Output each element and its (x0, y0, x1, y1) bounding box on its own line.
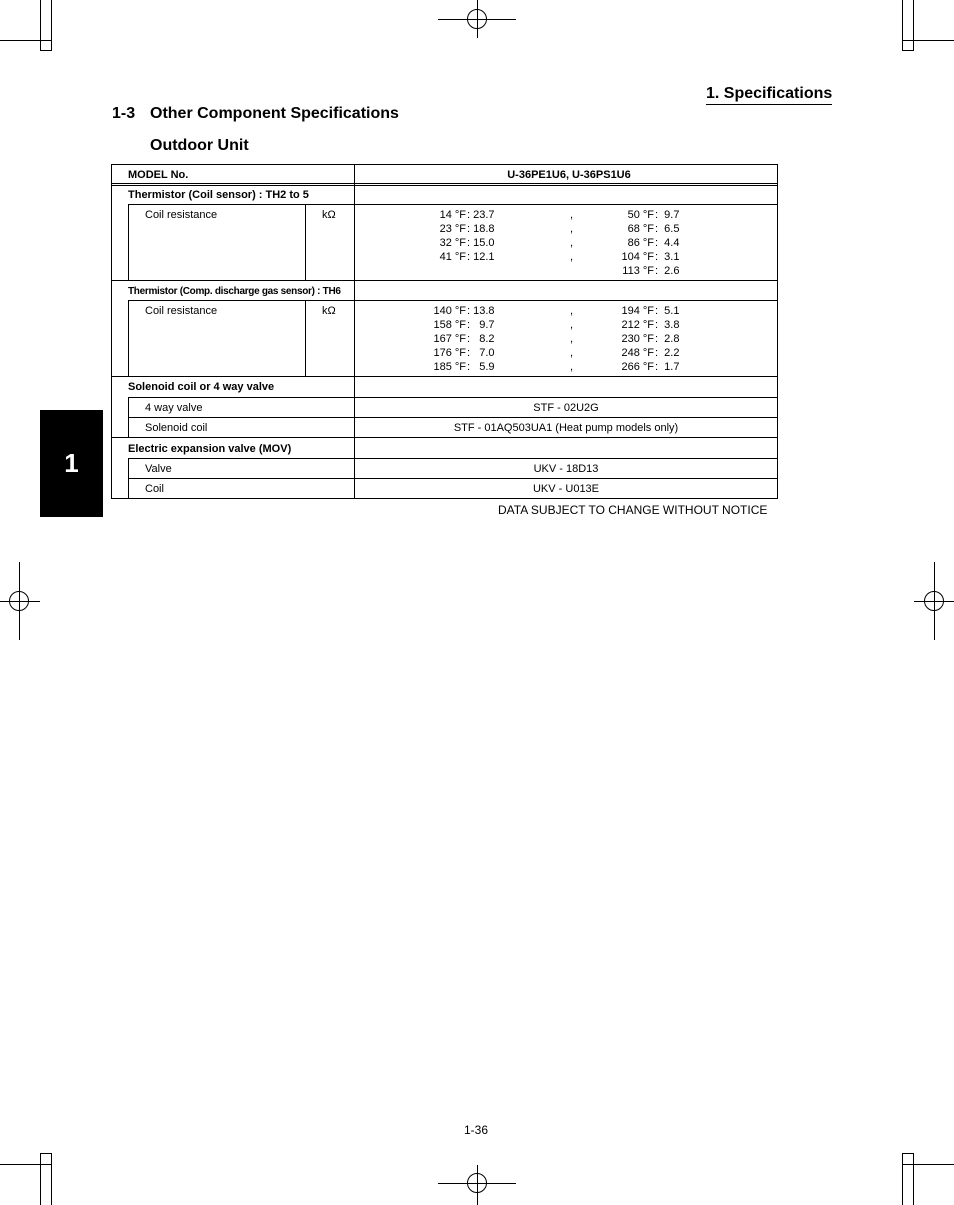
coil-label: Coil (145, 483, 164, 495)
temperature-value: 185 °F (433, 361, 466, 373)
resistance-value: : 7.0 (467, 347, 495, 359)
temperature-value: 230 °F (621, 333, 654, 345)
separator-comma: , (570, 305, 574, 317)
resistance-value: : 18.8 (467, 223, 495, 235)
temperature-value: 176 °F (433, 347, 466, 359)
resistance-value: : 9.7 (655, 209, 680, 221)
page-number: 1-36 (464, 1123, 489, 1137)
temperature-value: 104 °F (621, 251, 654, 263)
coil-resistance-label: Coil resistance (145, 209, 218, 221)
resistance-value: : 3.8 (655, 319, 680, 331)
temperature-value: 23 °F (439, 223, 466, 235)
thermistor-coil-title: Thermistor (Coil sensor) : TH2 to 5 (128, 189, 309, 201)
resistance-value: : 2.6 (655, 265, 680, 277)
resistance-value: : 3.1 (655, 251, 680, 263)
notice: DATA SUBJECT TO CHANGE WITHOUT NOTICE (498, 503, 768, 517)
resistance-value: : 12.1 (467, 251, 495, 263)
resistance-value: : 2.2 (655, 347, 680, 359)
temperature-value: 212 °F (621, 319, 654, 331)
valve-value: UKV - 18D13 (533, 463, 599, 475)
temperature-value: 140 °F (433, 305, 466, 317)
four-way-valve-value: STF - 02U2G (533, 402, 599, 414)
solenoid-title: Solenoid coil or 4 way valve (128, 381, 275, 393)
resistance-value: : 5.9 (467, 361, 495, 373)
separator-comma: , (570, 223, 574, 235)
resistance-value: : 2.8 (655, 333, 680, 345)
coil-resistance-label: Coil resistance (145, 305, 218, 317)
four-way-valve-label: 4 way valve (145, 402, 203, 414)
temperature-value: 248 °F (621, 347, 654, 359)
temperature-value: 266 °F (621, 361, 654, 373)
solenoid-coil-label: Solenoid coil (145, 422, 208, 434)
temperature-value: 86 °F (627, 237, 654, 249)
temperature-value: 32 °F (439, 237, 466, 249)
unit-kohm: kΩ (322, 305, 336, 317)
separator-comma: , (570, 237, 574, 249)
model-label: MODEL No. (128, 169, 189, 181)
unit-kohm: kΩ (322, 209, 336, 221)
temperature-value: 194 °F (621, 305, 654, 317)
subsection-title: Outdoor Unit (150, 137, 249, 154)
expansion-valve-title: Electric expansion valve (MOV) (128, 443, 292, 455)
separator-comma: , (570, 347, 574, 359)
section-title (112, 105, 399, 123)
resistance-value: : 1.7 (655, 361, 680, 373)
section-header: 1. Specifications (706, 85, 832, 105)
resistance-value: : 23.7 (467, 209, 495, 221)
separator-comma: , (570, 251, 574, 263)
temperature-value: 14 °F (439, 209, 466, 221)
resistance-value: : 4.4 (655, 237, 680, 249)
section-title-text: Other Component Specifications (150, 105, 399, 122)
separator-comma: , (570, 333, 574, 345)
resistance-value: : 9.7 (467, 319, 495, 331)
separator-comma: , (570, 319, 574, 331)
coil-value: UKV - U013E (532, 483, 600, 495)
resistance-value: : 5.1 (655, 305, 680, 317)
temperature-value: 68 °F (627, 223, 654, 235)
resistance-value: : 13.8 (467, 305, 495, 317)
spec-table (111, 164, 778, 498)
resistance-value: : 8.2 (467, 333, 495, 345)
temperature-value: 158 °F (433, 319, 466, 331)
separator-comma: , (570, 209, 574, 221)
temperature-value: 167 °F (433, 333, 466, 345)
section-number: 1-3 (112, 105, 136, 122)
temperature-value: 41 °F (439, 251, 466, 263)
solenoid-coil-value: STF - 01AQ503UA1 (Heat pump models only) (453, 422, 679, 434)
temperature-value: 113 °F (622, 265, 654, 277)
temperature-value: 50 °F (627, 209, 654, 221)
model-value: U-36PE1U6, U-36PS1U6 (507, 169, 631, 181)
thermistor-discharge-title: Thermistor (Comp. discharge gas sensor) : TH6 (128, 286, 341, 297)
chapter-tab: 1 (40, 410, 103, 517)
resistance-value: : 6.5 (655, 223, 680, 235)
resistance-value: : 15.0 (467, 237, 495, 249)
separator-comma: , (570, 361, 574, 373)
valve-label: Valve (145, 463, 172, 475)
